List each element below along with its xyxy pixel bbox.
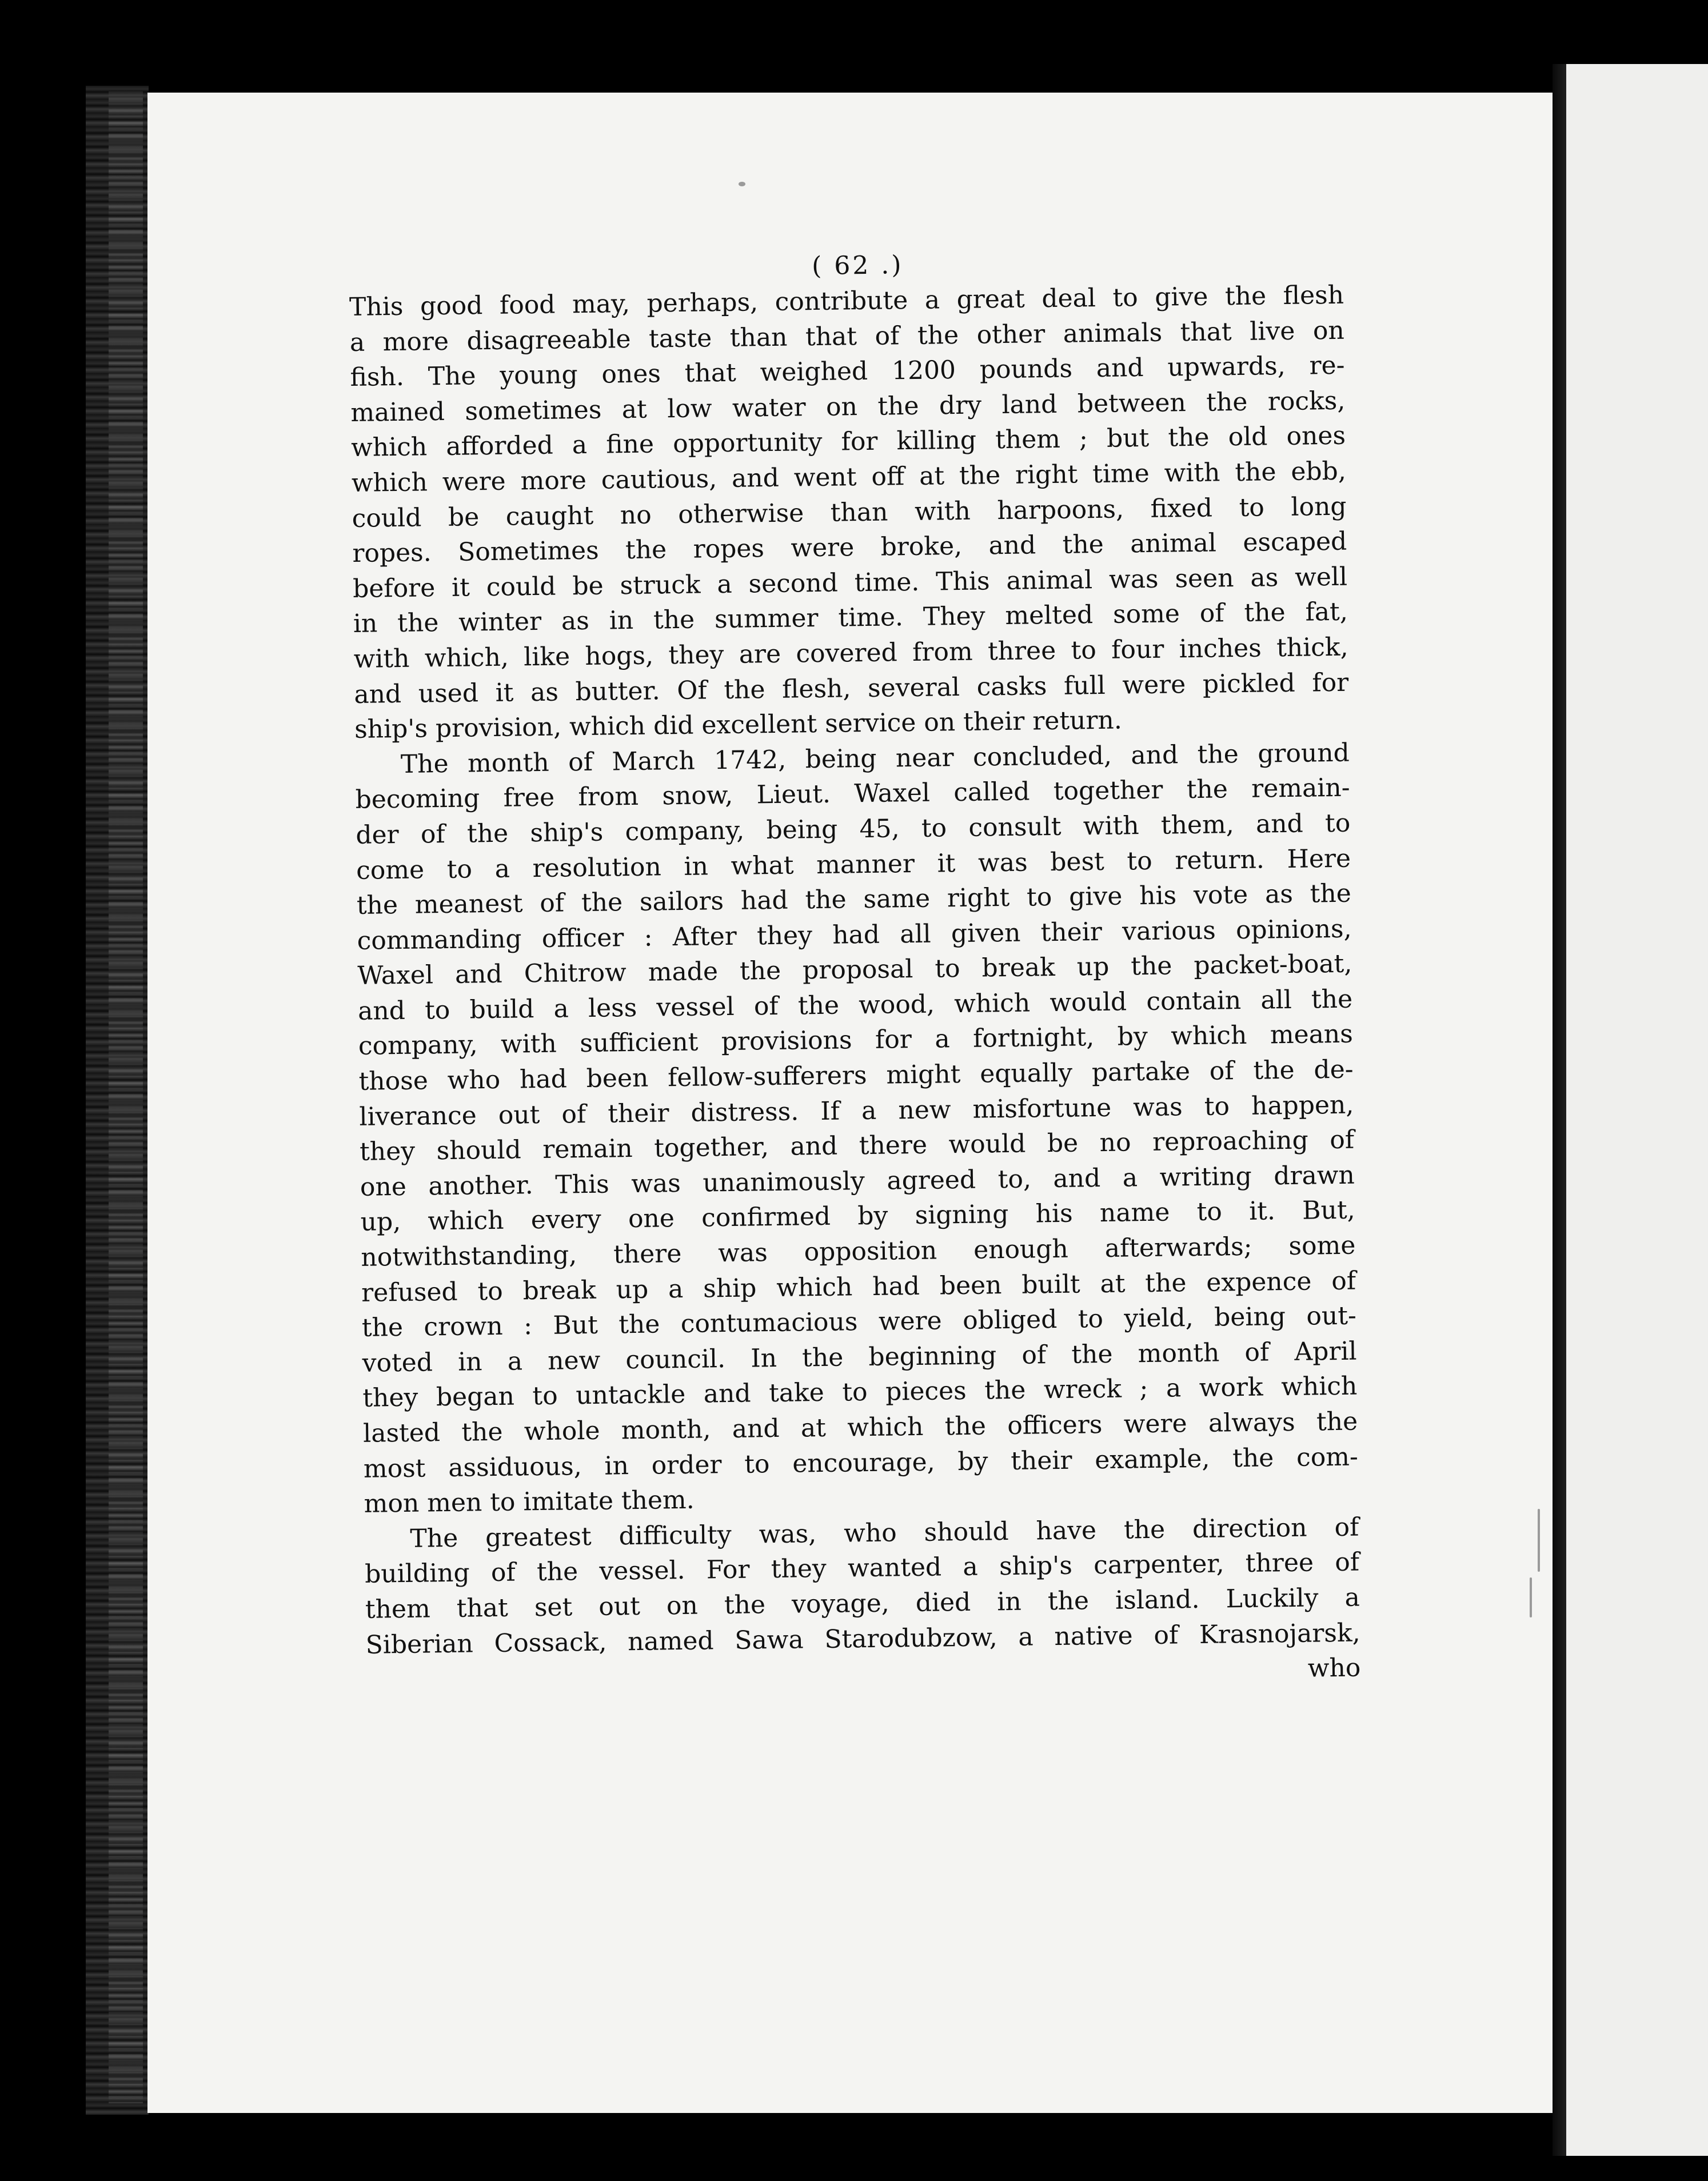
text-line: refused to break up a ship which had been built at the expence of <box>361 1266 1356 1308</box>
text-line: lasted the whole month, and at which the officers were always the <box>362 1407 1358 1448</box>
text-line: notwithstanding, there was opposition enough afterwards; some <box>361 1231 1356 1272</box>
text-line: the crown : But the contumacious were obliged to yield, being out- <box>361 1301 1357 1343</box>
text-line: ropes. Sometimes the ropes were broke, and the animal escaped <box>352 526 1347 569</box>
text-line: mained sometimes at low water on the dry land between the rocks, <box>350 386 1346 428</box>
text-line: becoming free from snow, Lieut. Waxel called together the remain- <box>355 773 1350 815</box>
text-line: liverance out of their distress. If a new misfortune was to happen, <box>359 1090 1354 1132</box>
text-line: and used it as butter. Of the flesh, several casks full were pickled for <box>354 668 1349 709</box>
text-line: one another. This was unanimously agreed to, and a writing drawn <box>360 1160 1355 1202</box>
text-line: a more disagreeable taste than that of the other animals that live on <box>349 315 1345 357</box>
text-line: The greatest difficulty was, who should have the direction of <box>410 1512 1359 1553</box>
text-line: ship's provision, which did excellent service on their return. <box>354 705 1123 745</box>
catchword: who <box>1307 1653 1361 1683</box>
text-line: most assiduous, in order to encourage, by their example, the com- <box>363 1442 1359 1484</box>
dust-mark <box>1538 1509 1540 1572</box>
binding-texture <box>109 91 143 2103</box>
text-line: der of the ship's company, being 45, to consult with them, and to <box>356 808 1351 850</box>
text-line: commanding officer : After they had all given their various opinions, <box>357 914 1352 956</box>
dust-mark <box>1530 1577 1532 1617</box>
text-line: them that set out on the voyage, died in the island. Luckily a <box>365 1583 1360 1624</box>
text-line: and to build a less vessel of the wood, which would contain all the <box>357 984 1353 1026</box>
page-number: ( 62 .) <box>811 250 904 281</box>
text-line: with which, like hogs, they are covered from three to four inches thick, <box>353 632 1348 674</box>
text-line: mon men to imitate them. <box>364 1485 695 1519</box>
text-line: building of the vessel. For they wanted a ship's carpenter, three of <box>364 1547 1360 1589</box>
text-line: in the winter as in the summer time. They melted some of the fat, <box>353 597 1348 639</box>
text-line: This good food may, perhaps, contribute a great deal to give the flesh <box>349 280 1344 322</box>
dust-mark <box>739 182 745 186</box>
text-line: Siberian Cossack, named Sawa Starodubzow, a native of Krasnojarsk, <box>365 1618 1360 1660</box>
text-line: which afforded a fine opportunity for killing them ; but the old ones <box>350 421 1346 463</box>
text-line: come to a resolution in what manner it was best to return. Here <box>356 844 1351 885</box>
page-text-block <box>349 242 1361 1698</box>
text-line: which were more cautious, and went off at the right time with the ebb, <box>351 456 1347 498</box>
text-line: could be caught no otherwise than with harpoons, fixed to long <box>352 492 1347 533</box>
text-line: they should remain together, and there would be no reproaching of <box>359 1125 1355 1167</box>
text-line: voted in a new council. In the beginning of the month of April <box>362 1336 1357 1378</box>
text-line: the meanest of the sailors had the same right to give his vote as the <box>356 878 1352 921</box>
text-line: Waxel and Chitrow made the proposal to break up the packet-boat, <box>357 949 1352 991</box>
text-line: up, which every one confirmed by signing his name to it. But, <box>360 1196 1355 1237</box>
text-line: before it could be struck a second time. This animal was seen as well <box>352 562 1348 604</box>
text-line: fish. The young ones that weighed 1200 pounds and upwards, re- <box>350 350 1345 393</box>
text-line: they began to untackle and take to pieces the wreck ; a work which <box>362 1372 1358 1413</box>
text-line: The month of March 1742, being near concluded, and the ground <box>400 738 1350 779</box>
text-line: company, with sufficient provisions for a fortnight, by which means <box>358 1020 1354 1061</box>
text-line: those who had been fellow-sufferers might equally partake of the de- <box>358 1054 1354 1096</box>
page-gutter-shadow <box>1553 64 1566 2156</box>
adjacent-page-edge <box>1566 64 1708 2156</box>
